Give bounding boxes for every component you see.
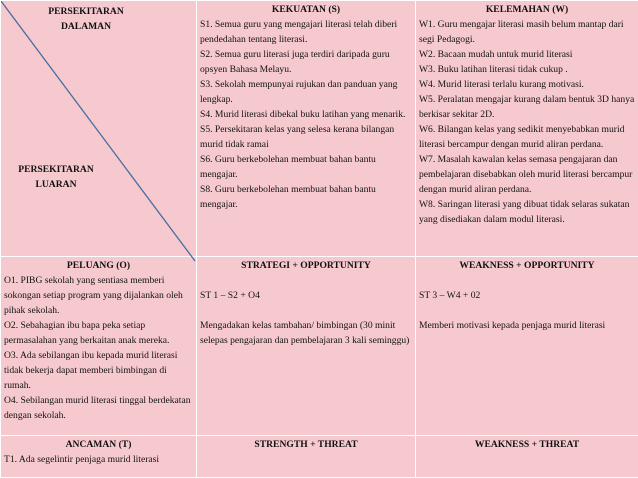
strength-item: S2. Semua guru literasi juga terdiri daripada guru opsyen Bahasa Melayu.	[200, 49, 390, 75]
so-heading: STRATEGI + OPPORTUNITY	[241, 260, 371, 271]
st-strategy-cell	[197, 436, 416, 478]
opportunity-item: O3. Ada sebilangan ibu kepada murid literasi tidak bekerja dapat memberi bimbingan di rumah.	[4, 350, 178, 391]
strengths-cell	[197, 1, 416, 257]
strength-item: S3. Sekolah mempunyai rujukan dan panduan yang lengkap.	[200, 79, 398, 105]
wo-heading: WEAKNESS + OPPORTUNITY	[459, 260, 595, 271]
opportunity-item: O4. Sebilangan murid literasi tinggal berdekatan dengan sekolah.	[4, 395, 191, 421]
weaknesses-heading: KELEMAHAN (W)	[485, 4, 569, 15]
weakness-item: W2. Bacaan mudah untuk murid literasi	[419, 49, 573, 60]
internal-label: PERSEKITARAN DALAMAN	[48, 6, 124, 32]
wo-description: Memberi motivasi kepada penjaga murid literasi	[419, 320, 606, 331]
opportunities-cell	[1, 257, 197, 436]
so-reference: ST 1 – S2 + O4	[200, 290, 260, 301]
weakness-item: W7. Masalah kawalan kelas semasa pengajaran dan pembelajaran disebabkan oleh murid literasi bercampur dengan murid aliran perdana.	[419, 154, 633, 195]
weaknesses-cell	[416, 1, 638, 257]
wt-strategy-cell	[416, 436, 638, 478]
row-header	[1, 1, 638, 257]
opportunities-heading: PELUANG (O)	[66, 260, 131, 271]
opportunity-item: O1. PIBG sekolah yang sentiasa memberi sokongan setiap program yang dijalankan oleh pihak sekolah.	[4, 275, 183, 316]
threat-item: T1. Ada segelintir penjaga murid literasi	[4, 454, 160, 465]
weakness-item: W3. Buku latihan literasi tidak cukup .	[419, 64, 568, 75]
strength-item: S4. Murid literasi dibekal buku latihan yang menarik.	[200, 109, 406, 120]
wo-reference: ST 3 – W4 + 02	[419, 290, 481, 301]
weakness-item: W5. Peralatan mengajar kurang dalam bentuk 3D hanya berkisar sekitar 2D.	[419, 94, 635, 120]
strength-item: S5. Persekitaran kelas yang selesa kerana bilangan murid tidak ramai	[200, 124, 395, 150]
threats-heading: ANCAMAN (T)	[65, 439, 132, 450]
opportunity-item: O2. Sebahagian ibu bapa peka setiap permasalahan yang berkaitan anak mereka.	[4, 320, 170, 346]
row-opportunity	[1, 257, 638, 436]
so-description: Mengadakan kelas tambahan/ bimbingan (30 minit selepas pengajaran dan pembelajaran 3 kali seminggu)	[200, 320, 410, 346]
wt-heading: WEAKNESS + THREAT	[474, 439, 580, 450]
st-heading: STRENGTH + THREAT	[254, 439, 358, 450]
weakness-item: W6. Bilangan kelas yang sedikit menyebabkan murid literasi bercampur dengan murid aliran perdana.	[419, 124, 625, 150]
weakness-item: W4. Murid literasi terlalu kurang motivasi.	[419, 79, 584, 90]
strengths-heading: KEKUATAN (S)	[271, 4, 341, 15]
row-threat	[1, 436, 638, 478]
strength-item: S8. Guru berkebolehan membuat bahan bantu mengajar.	[200, 184, 376, 210]
weakness-item: W8. Saringan literasi yang dibuat tidak selaras sukatan yang disediakan dalam modul literasi.	[419, 199, 630, 225]
weakness-item: W1. Guru mengajar literasi masih belum mantap dari segi Pedagogi.	[419, 19, 624, 45]
so-strategy-cell	[197, 257, 416, 436]
strength-item: S6. Guru berkebolehan membuat bahan bantu mengajar.	[200, 154, 376, 180]
threats-cell	[1, 436, 197, 478]
wo-strategy-cell	[416, 257, 638, 436]
strength-item: S1. Semua guru yang mengajari literasi telah diberi pendedahan tentang literasi.	[200, 19, 398, 45]
diagonal-divider	[1, 1, 197, 263]
corner-cell	[1, 1, 197, 257]
external-label: PERSEKITARAN LUARAN	[18, 164, 94, 190]
